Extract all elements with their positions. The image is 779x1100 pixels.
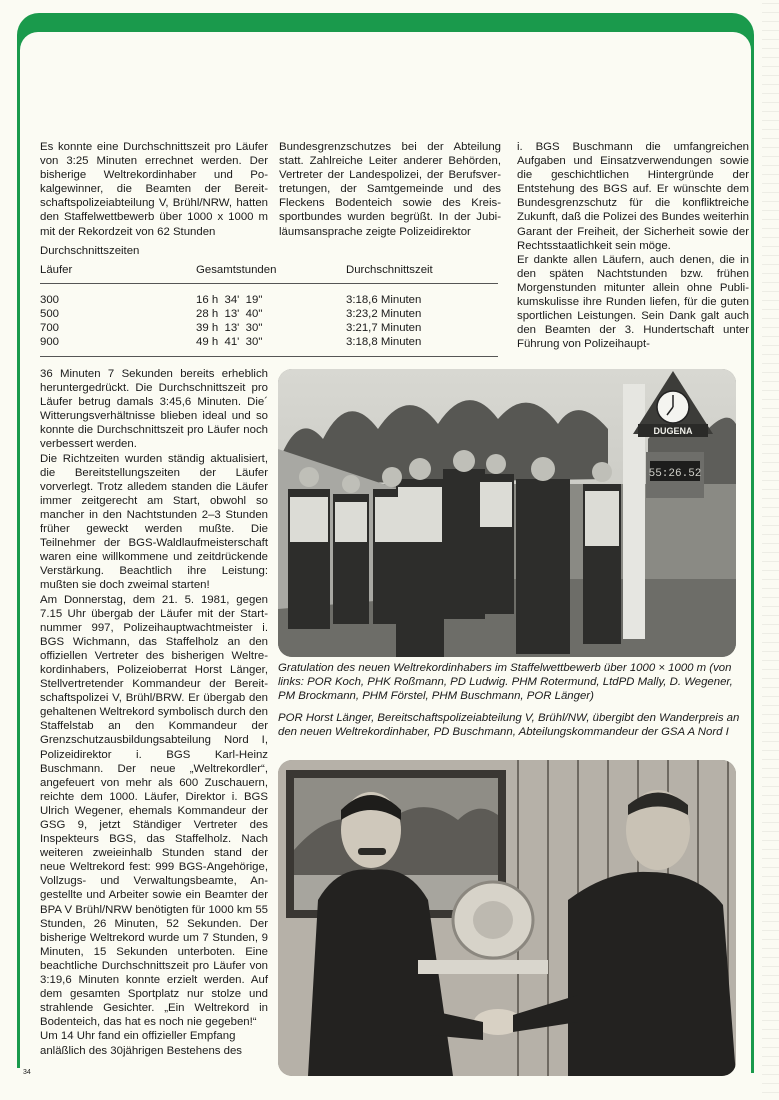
cell: 3:23,2 Minuten (346, 308, 422, 320)
paragraph: i. BGS Buschmann die umfangreichen Aufgaben und Einsatzverwendungen sowie die geschichtlichen Hintergründe der Entstehung des BGS auf. Er wünschte dem Bundesgrenzschutz für die konfliktreiche Zukunft, daß die Polizei des Bundes weiterhin Garant der Freiheit, der Sicherheit sowie der Rechtsstaatlichkeit sein möge. (517, 141, 749, 252)
cell: 3:18,8 Minuten (346, 336, 422, 348)
green-frame-left (17, 40, 20, 1068)
clock-sign-text: DUGENA (653, 426, 693, 436)
table-row (40, 321, 498, 335)
header-average-time: Durchschnittszeit (346, 264, 433, 276)
cell: 500 (40, 308, 60, 320)
cell: 16 h 34' 19" (196, 294, 263, 306)
green-frame-right (751, 40, 754, 1073)
paragraph: Die Richtzeiten wurden ständig aktualisiert, die Bereitstellungszeiten der Läufer vorverlegt. Trotz alledem standen die Läufer immer zeitgerecht am Start, obwohl so mancher in den Nachtstunden 2–3 Stunden früher geweckt werden mußte. Die Teilnehmer der BGS-Waldlaufmeisterschaft waren eine willkommene und zeitdrückende Verstärkung. Beachtlich ihre Leistung: mußten sie doch zweimal starten! (40, 452, 268, 592)
page-number: 34 (23, 1069, 31, 1076)
paragraph: 36 Minuten 7 Sekunden bereits erheblich heruntergedrückt. Die Durchschnittszeit pro Läufer betrug damals 3:45,6 Minuten. Die´ Witterungsverhältnisse blieben ideal und so konnte die Durchschnittszeit pro Läufer noch verbessert werden. (40, 368, 268, 451)
cell: 900 (40, 336, 60, 348)
column-2-top (279, 140, 501, 239)
cell: 300 (40, 294, 60, 306)
cell: 3:21,7 Minuten (346, 322, 422, 334)
photo-field-scene-icon (278, 369, 736, 657)
photo2-caption: POR Horst Länger, Bereitschaftspolizeiabteilung V, Brühl/NW, übergibt den Wanderpreis an den neuen Weltrekordinhaber, PD Buschmann, Abteilungskommandeur der GSA A Nord I (278, 712, 740, 739)
table-row (40, 293, 498, 307)
column-1-bottom (40, 367, 268, 1058)
average-times-table (40, 245, 498, 357)
table-row (40, 307, 498, 321)
column-1-top (40, 140, 268, 239)
photo1-caption: Gratulation des neuen Weltrekordinhabers im Staffelwettbewerb über 1000 × 1000 m (von links: POR Koch, PHK Roßmann, PD Ludwig. PHM Rotermund, LtdPD Mally, D. Wegener, PM Brockmann, PHM Förstel, PHM Buschmann, POR Länger) (278, 662, 733, 703)
cell: 49 h 41' 30" (196, 336, 263, 348)
paragraph: Bundesgrenzschutzes bei der Abteilung statt. Zahlreiche Leiter anderer Behörden, Vertreter der Landespolizei, der Berufsvertretungen, der Samtgemeinde und des Fleckens Bodenteich sowie des Kreissportbundes wurden begrüßt. In der Jubiläumsansprache zeigte Polizeidirektor (279, 141, 501, 238)
frame-inner (20, 32, 751, 72)
photo-handshake-scene-icon (278, 760, 736, 1076)
table-rule (40, 356, 498, 357)
photo-relay-congratulation (278, 369, 736, 657)
table-header (40, 264, 498, 284)
photo-trophy-handover (278, 760, 736, 1076)
paragraph: Er dankte allen Läufern, auch denen, die in den späten Nachtstunden bzw. frühen Morgenstunden mitunter allein ohne Publikumskulisse ihre Runden liefen, für die guten sportlichen Leistungen. Sein Dank galt auch den Beamten der 3. Hundertschaft unter Führung von Polizeihaupt- (517, 253, 749, 351)
table-row (40, 335, 498, 349)
header-total-hours: Gesamtstunden (196, 264, 277, 276)
cell: 700 (40, 322, 60, 334)
header-runners: Läufer (40, 264, 73, 276)
paragraph: Es konnte eine Durchschnittszeit pro Läufer von 3:25 Minuten errechnet werden. Der bisherige Weltrekordinhaber und Pokalgewinner, die Beamten der Bereitschaftspolizeiabteilung V, Brühl/NRW, hatten den Staffelwettbewerb über 1000 x 1000 m mit der Rekordzeit von 62 Stunden (40, 141, 268, 238)
cell: 3:18,6 Minuten (346, 294, 422, 306)
scan-edge (762, 0, 779, 1100)
timer-display-text: 55:26.52 (648, 468, 702, 480)
table-title: Durchschnittszeiten (40, 245, 140, 257)
cell: 39 h 13' 30" (196, 322, 263, 334)
cell: 28 h 13' 40" (196, 308, 263, 320)
paragraph: Am Donnerstag, dem 21. 5. 1981, gegen 7.15 Uhr übergab der Läufer mit der Startnummer 997, Polizeihauptwachtmeister i. BGS Wichmann, das Staffelholz an den offiziellen Vertreter des bisherigen Weltrekordinhabers, Polizeioberrat Horst Länger, Stellvertretender Kommandeur der Bereitschaftspolizei V, Brühl/BRW. Er übergab den gehaltenen Weltrekord symbolisch durch den Staffelstab an den Kommandeur der Grenzschutzausbildungsabteilung Nord I, Polizeidirektor i. BGS Karl-Heinz Buschmann. Der neue „Weltrekordler“, angefeuert von mehr als 600 Zuschauern, reichte dem 1000. Läufer, Direktor i. BGS Ulrich Wegener, ehemals Kommandeur der GSG 9, jetzt Ständiger Vertreter des Inspekteurs BGS, das Staffelholz. Nach weiteren zweieinhalb Stunden stand der neue Weltrekord fest: 999 BGS-Angehörige, Vollzugs- und Verwaltungsbeamte, Angestellte und Arbeiter sowie ein Beamter der BPA V Brühl/NRW benötigten für 1000 km 55 Stunden, 26 Minuten, 52 Sekunden. Der bisherige Weltrekord wurde um 7 Stunden, 9 Minuten, 15 Sekunden unterboten. Eine beachtliche Durchschnittszeit pro Läufer von 3:19,6 Minuten konnte erzielt werden. Auf dem gesamten Sportplatz nur stolze und strahlende Gesichter. „Ein Weltrekord in Bodenteich, das hat es noch nie gegeben!“ (40, 593, 268, 1029)
paragraph: Um 14 Uhr fand ein offizieller Empfang anläßlich des 30jährigen Bestehens des (40, 1030, 243, 1057)
column-3 (517, 140, 749, 351)
